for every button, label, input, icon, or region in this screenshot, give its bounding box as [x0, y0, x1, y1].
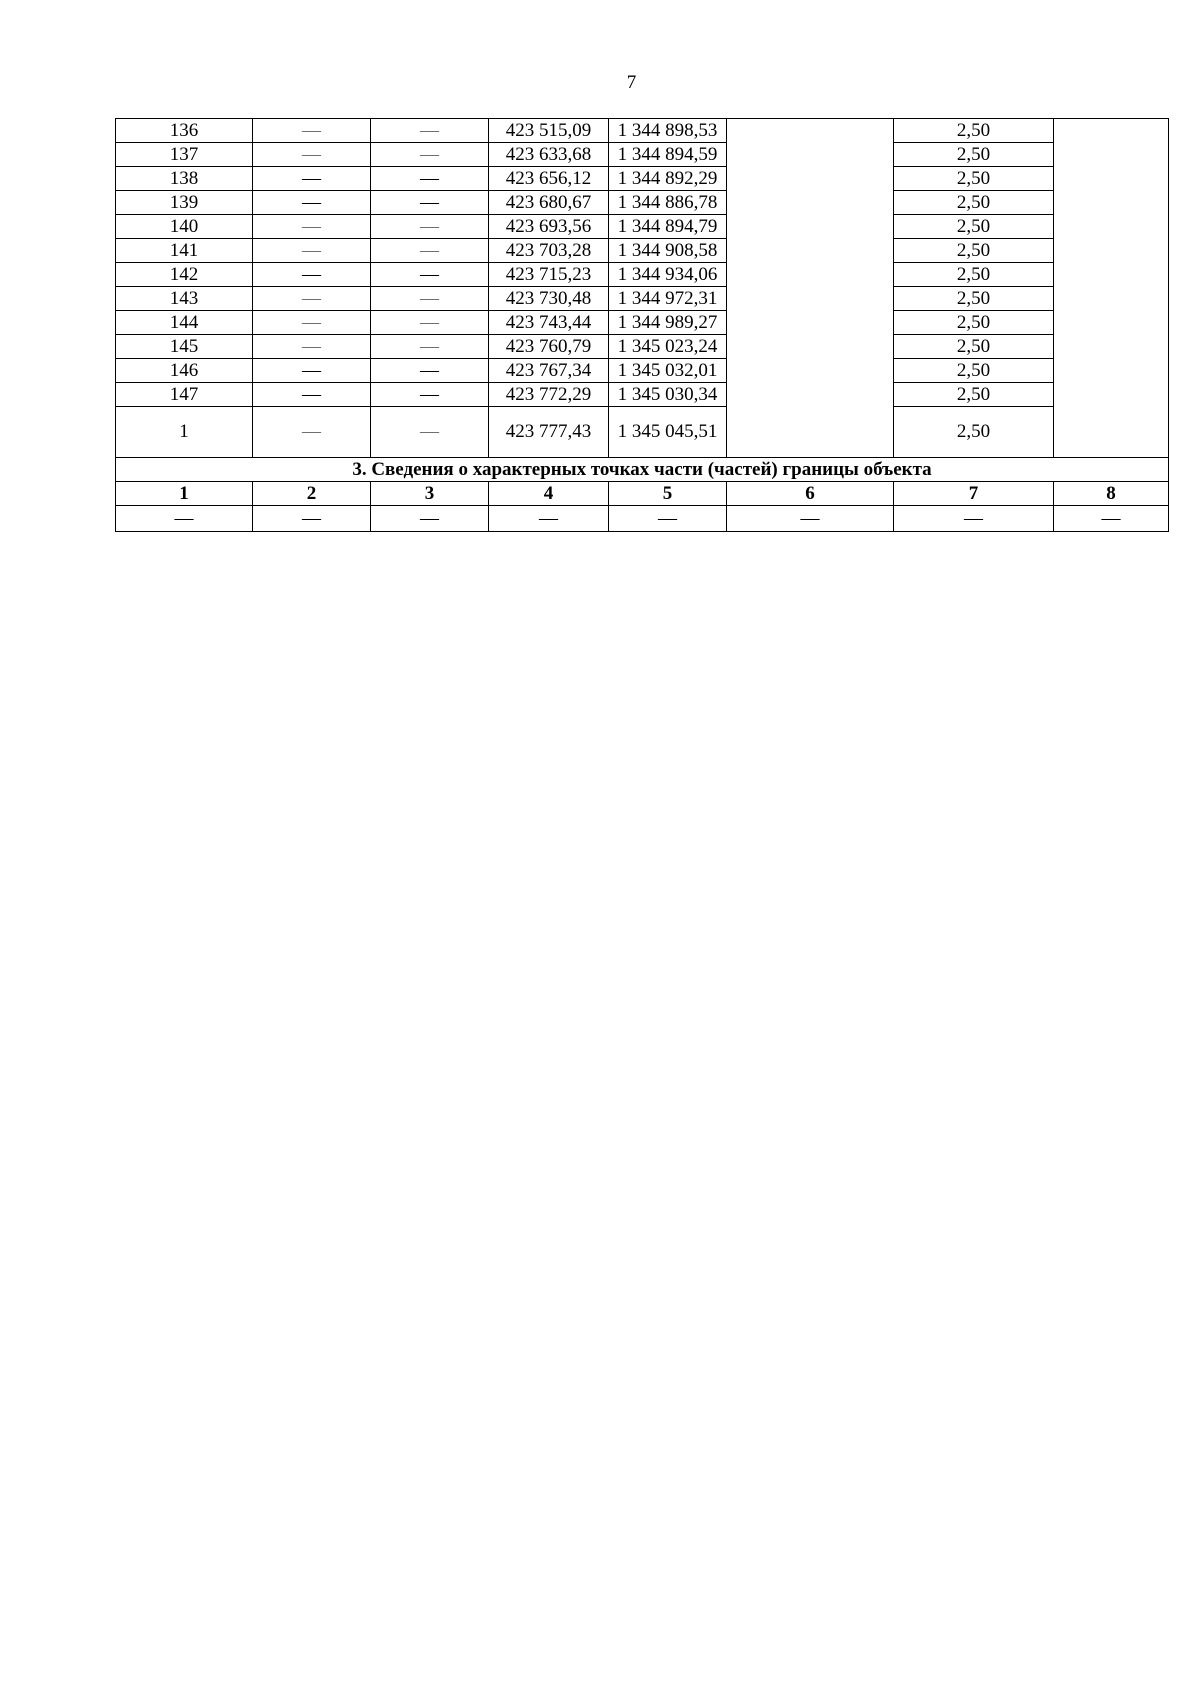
dash-cell: — — [253, 191, 371, 215]
x-coordinate-cell: 423 730,48 — [489, 287, 609, 311]
precision-cell: 2,50 — [894, 335, 1054, 359]
precision-cell: 2,50 — [894, 167, 1054, 191]
y-coordinate-cell: 1 345 023,24 — [609, 335, 727, 359]
y-coordinate-cell: 1 344 972,31 — [609, 287, 727, 311]
header-cell: 4 — [489, 482, 609, 506]
dash-cell: — — [253, 311, 371, 335]
dash-cell: — — [371, 407, 489, 458]
dash-cell: — — [253, 359, 371, 383]
empty-cell: — — [894, 506, 1054, 532]
dash-cell: — — [253, 407, 371, 458]
header-cell: 5 — [609, 482, 727, 506]
table-row — [116, 191, 1169, 215]
precision-cell: 2,50 — [894, 383, 1054, 407]
y-coordinate-cell: 1 344 934,06 — [609, 263, 727, 287]
dash-cell: — — [253, 239, 371, 263]
y-coordinate-cell: 1 344 894,79 — [609, 215, 727, 239]
x-coordinate-cell: 423 743,44 — [489, 311, 609, 335]
x-coordinate-cell: 423 693,56 — [489, 215, 609, 239]
empty-cell: — — [727, 506, 894, 532]
table-row — [116, 335, 1169, 359]
header-cell: 6 — [727, 482, 894, 506]
precision-cell: 2,50 — [894, 119, 1054, 143]
precision-cell: 2,50 — [894, 191, 1054, 215]
point-number-cell: 138 — [116, 167, 253, 191]
dash-cell: — — [253, 287, 371, 311]
table-row — [116, 383, 1169, 407]
dash-cell: — — [371, 311, 489, 335]
table-row — [116, 167, 1169, 191]
point-number-cell: 142 — [116, 263, 253, 287]
table-row — [116, 119, 1169, 143]
dash-cell: — — [371, 335, 489, 359]
table-row — [116, 239, 1169, 263]
dash-cell: — — [371, 239, 489, 263]
table-row — [116, 263, 1169, 287]
table-row — [116, 287, 1169, 311]
y-coordinate-cell: 1 344 892,29 — [609, 167, 727, 191]
x-coordinate-cell: 423 515,09 — [489, 119, 609, 143]
merged-empty-cell — [1054, 119, 1169, 458]
coordinates-table-body — [116, 119, 1169, 532]
coordinates-table — [115, 118, 1169, 532]
empty-cell: — — [489, 506, 609, 532]
dash-cell: — — [253, 143, 371, 167]
table-row — [116, 143, 1169, 167]
y-coordinate-cell: 1 345 045,51 — [609, 407, 727, 458]
dash-cell: — — [371, 215, 489, 239]
y-coordinate-cell: 1 345 032,01 — [609, 359, 727, 383]
header-cell: 7 — [894, 482, 1054, 506]
point-number-cell: 143 — [116, 287, 253, 311]
dash-cell: — — [253, 335, 371, 359]
x-coordinate-cell: 423 680,67 — [489, 191, 609, 215]
header-cell: 8 — [1054, 482, 1169, 506]
section-header-row — [116, 482, 1169, 506]
precision-cell: 2,50 — [894, 311, 1054, 335]
page-number: 7 — [626, 72, 637, 93]
x-coordinate-cell: 423 703,28 — [489, 239, 609, 263]
table-row — [116, 311, 1169, 335]
y-coordinate-cell: 1 344 989,27 — [609, 311, 727, 335]
empty-cell: — — [1054, 506, 1169, 532]
x-coordinate-cell: 423 760,79 — [489, 335, 609, 359]
point-number-cell: 145 — [116, 335, 253, 359]
table-row — [116, 215, 1169, 239]
precision-cell: 2,50 — [894, 143, 1054, 167]
table-row — [116, 407, 1169, 458]
header-cell: 3 — [371, 482, 489, 506]
point-number-cell: 137 — [116, 143, 253, 167]
dash-cell: — — [371, 263, 489, 287]
dash-cell: — — [253, 263, 371, 287]
dash-cell: — — [371, 359, 489, 383]
dash-cell: — — [371, 287, 489, 311]
dash-cell: — — [253, 215, 371, 239]
dash-cell: — — [253, 383, 371, 407]
dash-cell: — — [371, 143, 489, 167]
section-title: 3. Сведения о характерных точках части (частей) границы объекта — [116, 458, 1169, 482]
precision-cell: 2,50 — [894, 287, 1054, 311]
dash-cell: — — [371, 119, 489, 143]
point-number-cell: 147 — [116, 383, 253, 407]
empty-cell: — — [253, 506, 371, 532]
dash-cell: — — [253, 119, 371, 143]
point-number-cell: 146 — [116, 359, 253, 383]
point-number-cell: 144 — [116, 311, 253, 335]
point-number-cell: 141 — [116, 239, 253, 263]
point-number-cell: 140 — [116, 215, 253, 239]
x-coordinate-cell: 423 777,43 — [489, 407, 609, 458]
precision-cell: 2,50 — [894, 239, 1054, 263]
empty-cell: — — [371, 506, 489, 532]
point-number-cell: 1 — [116, 407, 253, 458]
empty-cell: — — [116, 506, 253, 532]
header-cell: 2 — [253, 482, 371, 506]
x-coordinate-cell: 423 715,23 — [489, 263, 609, 287]
precision-cell: 2,50 — [894, 359, 1054, 383]
point-number-cell: 139 — [116, 191, 253, 215]
point-number-cell: 136 — [116, 119, 253, 143]
section-title-row — [116, 458, 1169, 482]
precision-cell: 2,50 — [894, 215, 1054, 239]
y-coordinate-cell: 1 344 886,78 — [609, 191, 727, 215]
precision-cell: 2,50 — [894, 407, 1054, 458]
x-coordinate-cell: 423 656,12 — [489, 167, 609, 191]
dash-cell: — — [371, 191, 489, 215]
merged-empty-cell — [727, 119, 894, 458]
x-coordinate-cell: 423 767,34 — [489, 359, 609, 383]
y-coordinate-cell: 1 344 894,59 — [609, 143, 727, 167]
empty-cell: — — [609, 506, 727, 532]
y-coordinate-cell: 1 344 898,53 — [609, 119, 727, 143]
y-coordinate-cell: 1 345 030,34 — [609, 383, 727, 407]
header-cell: 1 — [116, 482, 253, 506]
y-coordinate-cell: 1 344 908,58 — [609, 239, 727, 263]
section-empty-row — [116, 506, 1169, 532]
x-coordinate-cell: 423 772,29 — [489, 383, 609, 407]
x-coordinate-cell: 423 633,68 — [489, 143, 609, 167]
precision-cell: 2,50 — [894, 263, 1054, 287]
dash-cell: — — [253, 167, 371, 191]
dash-cell: — — [371, 167, 489, 191]
table-row — [116, 359, 1169, 383]
dash-cell: — — [371, 383, 489, 407]
